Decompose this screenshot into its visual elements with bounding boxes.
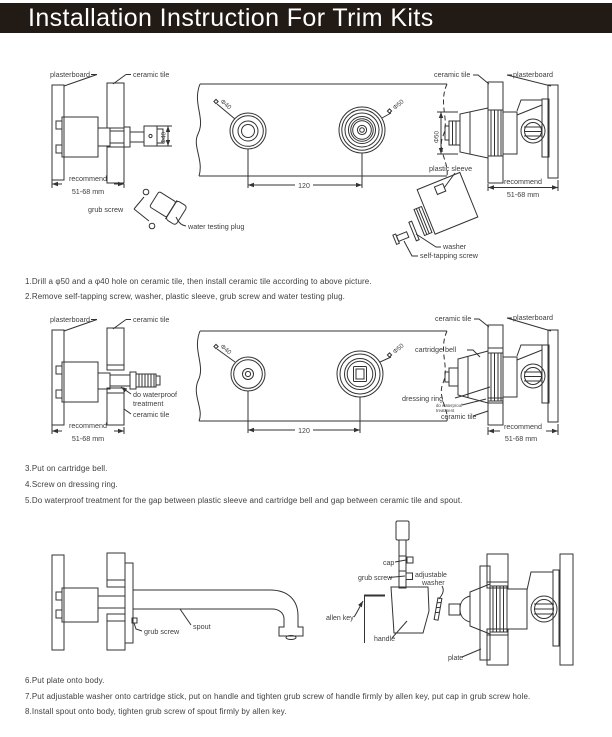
label-plasterboard: plasterboard [50, 70, 90, 79]
label-recommend: recommend [504, 422, 542, 431]
fig3-handle-detail [326, 521, 447, 643]
fig3-left-diagram [52, 553, 303, 650]
label-treatment-small: treatment [436, 408, 455, 413]
label-range: 51-68 mm [71, 434, 105, 443]
fig1-tile-panel [196, 84, 447, 190]
label-recommend: recommend [69, 174, 107, 183]
page-title: Installation Instruction For Trim Kits [28, 4, 434, 32]
label-spout: spout [193, 622, 211, 631]
label-ceramic-tile: ceramic tile [133, 70, 170, 79]
label-treatment: treatment [133, 399, 164, 408]
label-self-tapping-screw: self-tapping screw [420, 251, 478, 260]
dim-120-label: 120 [298, 428, 310, 435]
label-range: 51-68 mm [506, 190, 540, 199]
label-grub-screw: grub screw [144, 627, 180, 636]
instruction-step-8: 8.Install spout onto body, tighten grub screw of spout firmly by allen key. [25, 707, 287, 716]
instruction-step-5: 5.Do waterproof treatment for the gap between plastic sleeve and cartridge bell and gap between ceramic tile and spout. [25, 496, 463, 505]
fig1-left-diagram [50, 70, 172, 196]
label-ceramic-tile: ceramic tile [434, 70, 471, 79]
label-plasterboard: plasterboard [50, 315, 90, 324]
label-ceramic-tile-inner: ceramic tile [133, 410, 170, 419]
dim-dia50-label: Φ50 [433, 130, 441, 143]
label-grub-screw: grub screw [358, 575, 393, 582]
fig2-left-diagram [50, 315, 177, 443]
instruction-step-6: 6.Put plate onto body. [25, 676, 105, 685]
label-dressing-ring: dressing ring [402, 394, 444, 403]
fig2-right-diagram [402, 313, 558, 443]
label-plate: plate [448, 655, 464, 662]
fig1-right-diagram [434, 70, 559, 199]
instruction-step-4: 4.Screw on dressing ring. [25, 480, 118, 489]
label-ceramic-tile-inner: ceramic tile [441, 414, 477, 421]
label-plasterboard: plasterboard [513, 70, 553, 79]
fig3-right-diagram [448, 554, 573, 665]
label-water-testing-plug: water testing plug [188, 222, 245, 231]
label-range: 51-68 mm [504, 434, 538, 443]
instruction-step-1: 1.Drill a φ50 and a φ40 hole on ceramic tile, then install ceramic tile according to above picture. [25, 277, 372, 286]
dim-120-label: 120 [298, 183, 310, 190]
label-hole-dia50: Φ50 [391, 98, 406, 112]
label-cartridge-bell: cartridge bell [415, 345, 457, 354]
label-plasterboard: plasterboard [513, 313, 553, 322]
label-hole-dia40: Φ40 [218, 98, 233, 112]
label-hole-dia40: Φ40 [218, 343, 233, 357]
label-grub-screw: grub screw [88, 205, 124, 214]
label-plastic-sleeve: plastic sleeve [429, 164, 473, 173]
label-hole-dia50: Φ50 [391, 342, 406, 356]
label-recommend: recommend [69, 421, 107, 430]
label-handle: handle [374, 636, 396, 643]
label-cap: cap [383, 560, 395, 567]
dim-dia40-label: Φ40 [160, 131, 168, 144]
label-do-waterproof-small: do waterproof [436, 403, 463, 408]
fig1-grub-screw-plug-detail [88, 189, 244, 231]
label-range: 51-68 mm [71, 187, 105, 196]
fig2-tile-panel [196, 331, 447, 435]
label-recommend: recommend [504, 177, 542, 186]
label-washer: washer [422, 580, 445, 587]
instruction-step-7: 7.Put adjustable washer onto cartridge stick, put on handle and tighten grub screw of handle firmly by allen key, put cap in grub screw hole. [25, 691, 531, 701]
instruction-step-3: 3.Put on cartridge bell. [25, 464, 108, 473]
label-ceramic-tile: ceramic tile [435, 314, 472, 323]
label-ceramic-tile: ceramic tile [133, 315, 170, 324]
label-adjustable: adjustable [415, 572, 447, 579]
label-washer: washer [443, 242, 467, 251]
label-allen-key: allen key [326, 615, 354, 622]
instruction-step-2: 2.Remove self-tapping screw, washer, plastic sleeve, grub screw and water testing plug. [25, 291, 345, 301]
label-do-waterproof: do waterproof [133, 390, 177, 399]
fig1-plastic-sleeve-detail [393, 164, 479, 260]
